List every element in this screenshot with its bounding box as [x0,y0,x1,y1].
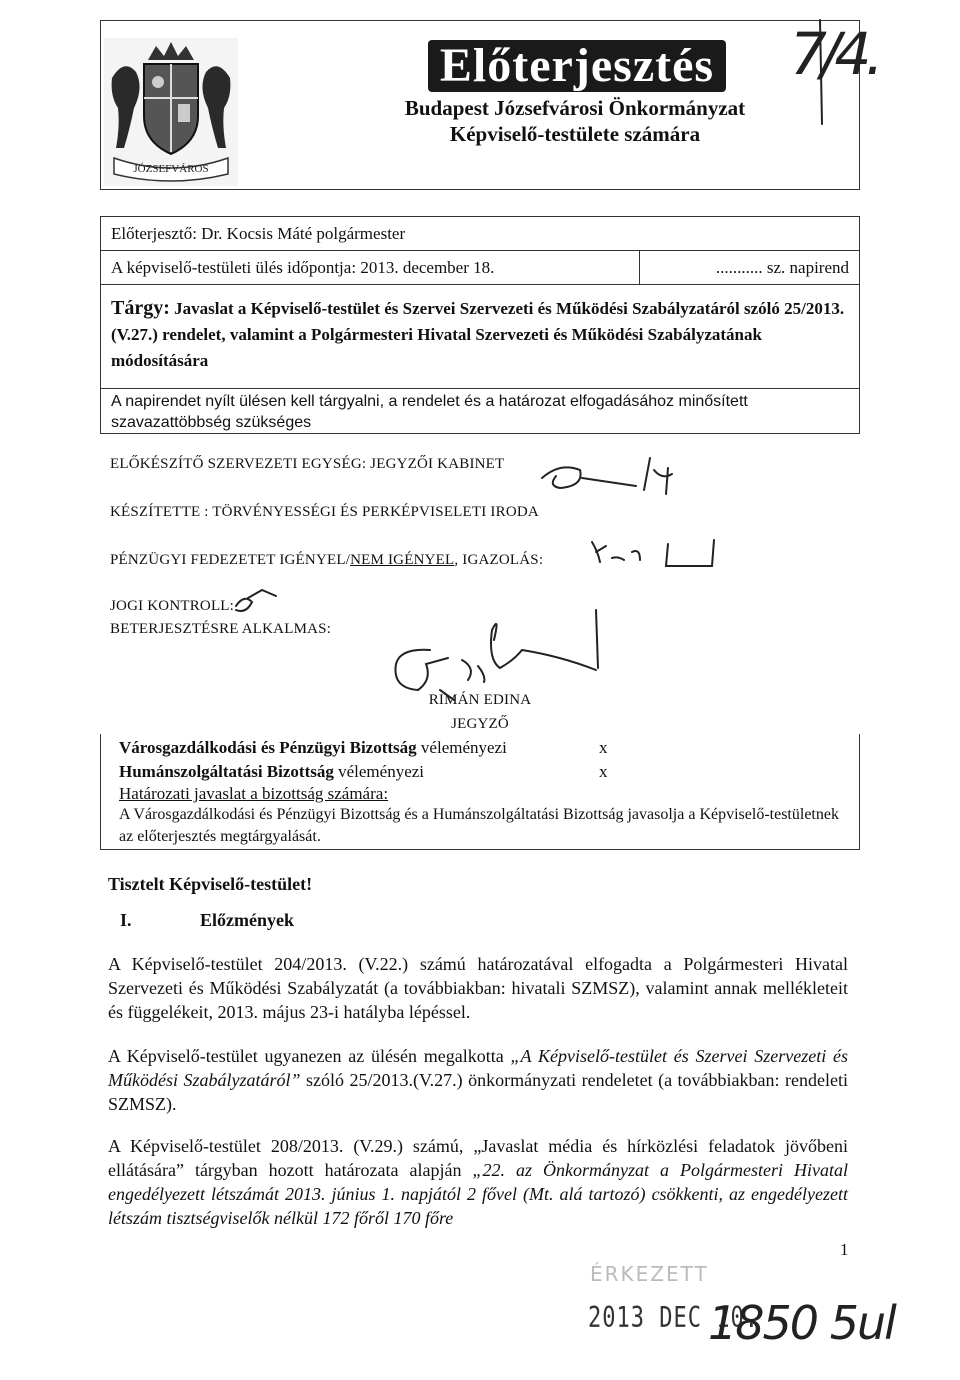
signature-vertical-stroke [596,610,598,668]
paragraph-3-text-a: A Képviselő-testület 208/2013. (V.29.) számú, „Javaslat média és hírközlési feladatok jövőbeni ellátására” tárgyban hozott határozata alapján [108,1136,848,1180]
subject-text: Javaslat a Képviselő-testület és Szervei Szervezeti és Működési Szabályzatáról szóló 25/2013. (V.27.) rendelet, valamint a Polgármesteri Hivatal Szervezeti és Működési Szabályzatának módosítására [111,299,845,370]
paragraph-2 [108,1044,848,1116]
organization-name: Budapest Józsefvárosi Önkormányzat [404,96,746,120]
signer-title: JEGYZŐ [451,716,509,732]
section-number: I. [120,910,132,930]
section-title: Előzmények [200,910,294,930]
paragraph-3 [108,1134,848,1230]
crest-ribbon-text: JÓZSEFVÁROS [133,163,209,175]
meeting-date-label: A képviselő-testületi ülés időpontja: [111,258,357,277]
committee-human-mark: x [599,762,608,781]
committee-human-suffix: véleményezi [333,762,425,781]
paragraph-2-text-a: A Képviselő-testület ugyanezen az ülésén megalkotta [108,1046,511,1066]
resolution-proposal-text: A Városgazdálkodási és Pénzügyi Bizottság és a Humánszolgáltatási Bizottság javasolja a Képviselő-testületnek az előterjesztés megtárgyalását. [119,806,839,845]
page-number: 1 [840,1240,849,1259]
info-box [100,216,860,434]
presenter-label: Előterjesztő: [111,224,197,243]
committee-human-name: Humánszolgáltatási Bizottság [119,762,334,781]
received-stamp-label: ÉRKEZETT [590,1262,709,1286]
coat-of-arms-crest [104,38,238,186]
agenda-note-row [101,389,859,435]
committee-human-line [119,762,424,782]
legal-control-line: JOGI KONTROLL: [110,598,235,614]
resolution-proposal-heading: Határozati javaslat a bizottság számára: [119,784,389,803]
committee-urban-name: Városgazdálkodási és Pénzügyi Bizottság [119,738,417,757]
signer-name: RIMÁN EDINA [428,692,532,708]
paragraph-2-text-b: szóló 25/2013.(V.27.) önkormányzati rendeletet (a továbbiakban: rendeleti SZMSZ). [108,1070,848,1114]
handwritten-reference-number: 7/4. [790,20,878,88]
salutation: Tisztelt Képviselő-testület! [108,874,313,894]
paragraph-2-quote: „A Képviselő-testület és Szervei Szervezeti és Működési Szabályzatáról” [108,1046,848,1090]
document-title-banner: Előterjesztés [428,40,726,92]
paragraph-1: A Képviselő-testület 204/2013. (V.22.) számú határozatával elfogadta a Polgármesteri Hivatal Szervezeti és Működési Szabályzatát (a továbbiakban: hivatali SZMSZ), valamint annak mellékleteit és függelékeit, 2013. május 23-i hatályba lépéssel. [108,954,848,1022]
meeting-date-row [101,251,859,285]
financial-coverage-label: PÉNZÜGYI FEDEZETET IGÉNYEL/ [110,552,351,568]
signature-igazolas [592,540,714,566]
committee-urban-mark: x [599,738,608,757]
financial-coverage-line [110,552,543,569]
received-stamp-date: 2013 DEC 10. [588,1302,759,1335]
meeting-date-value: 2013. december 18. [360,258,495,277]
submission-approval-line: BETERJESZTÉSRE ALKALMAS: [110,621,332,637]
presenter-row [101,217,859,251]
subject-row [101,285,859,389]
prepared-by-line: KÉSZÍTETTE : TÖRVÉNYESSÉGI ÉS PERKÉPVISELETI IRODA [110,504,539,520]
committee-urban-line [119,738,507,758]
committee-urban-suffix: véleményezi [416,738,507,757]
subject-label: Tárgy: [111,297,170,319]
signature-jogi-initials [236,590,276,611]
paragraph-3-quote: „22. az Önkormányzat a Polgármesteri Hivatal engedélyezett létszámát 2013. június 1. napjától 2 fővel (Mt. alá tartozó) csökkenti, az engedélyezett létszám tisztségviselők nélkül 172 főről 170 főre [108,1160,848,1228]
presenter-value: Dr. Kocsis Máté polgármester [201,224,406,243]
signature-kabinet-initials [542,467,636,488]
agenda-note-text: A napirendet nyílt ülésen kell tárgyalni, a rendelet és a határozat elfogadásához minősített szavazattöbbség szükséges [111,393,748,431]
financial-coverage-selected: NEM IGÉNYEL [350,552,455,568]
agenda-number-label: ........... sz. napirend [715,258,849,277]
committee-box [100,734,860,850]
signature-riman-edina [395,624,596,700]
financial-coverage-suffix: , IGAZOLÁS: [454,552,544,568]
handwritten-registration-number: 1850 5ul [708,1296,895,1350]
signature-kabinet-mark [644,458,672,494]
preparing-unit-line: ELŐKÉSZÍTŐ SZERVEZETI EGYSÉG: JEGYZŐI KABINET [110,456,505,472]
row-divider [639,251,640,285]
organization-subtitle: Képviselő-testülete számára [449,122,701,146]
